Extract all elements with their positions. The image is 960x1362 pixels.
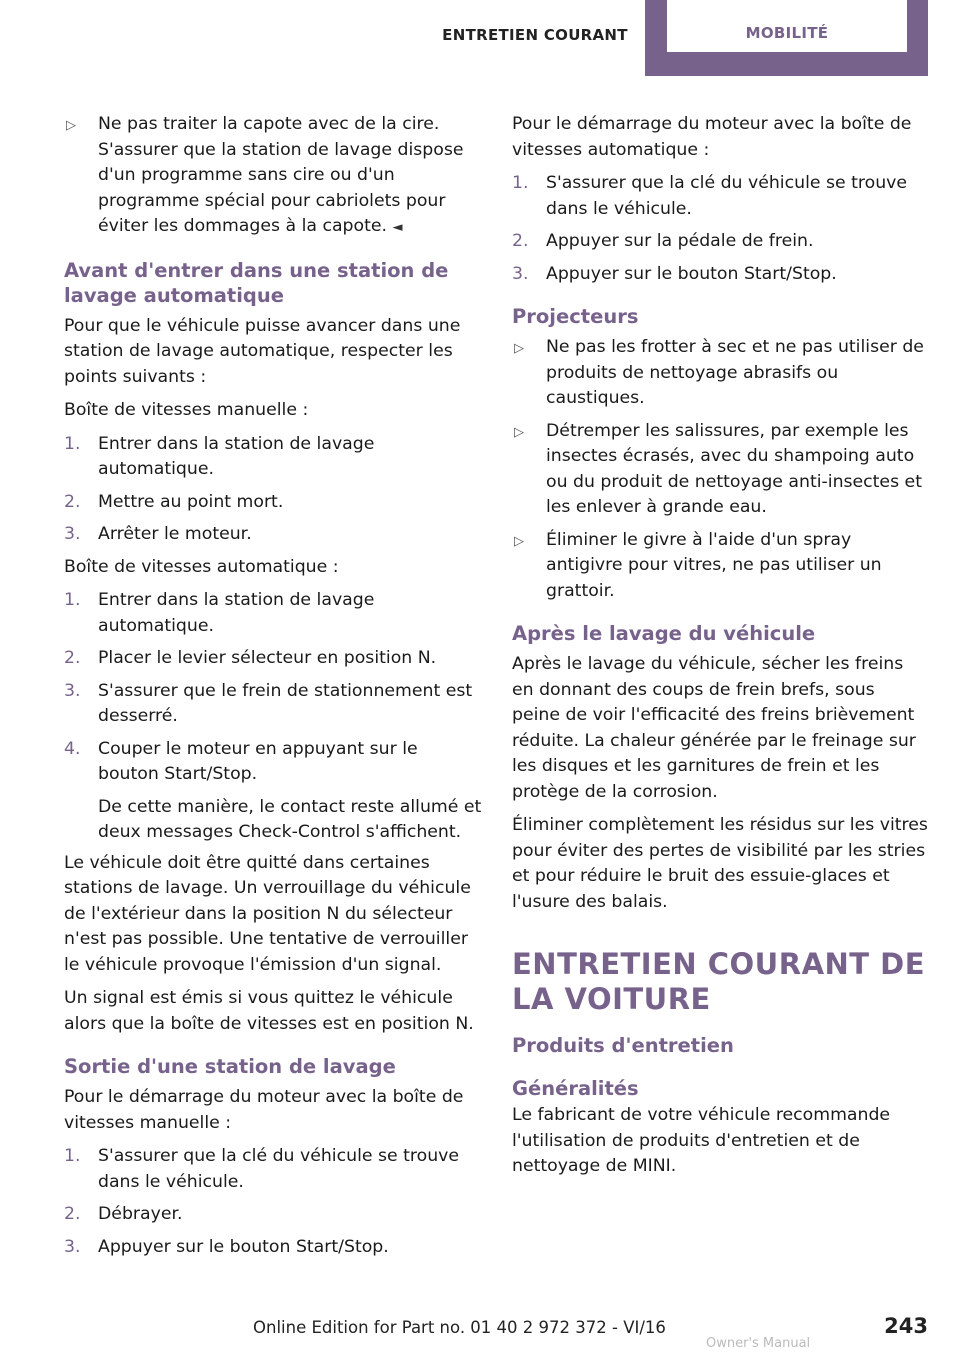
- right-column: [512, 112, 928, 1188]
- list-item: [64, 490, 482, 516]
- list-number: 1.: [64, 433, 81, 454]
- list-item: [64, 432, 482, 483]
- paragraph: Boîte de vitesses automatique :: [64, 556, 339, 577]
- list-item: [512, 262, 928, 288]
- list-text: Appuyer sur le bouton Start/Stop.: [98, 1236, 389, 1257]
- triangle-right-icon: ▷: [514, 424, 524, 440]
- header-tab: [645, 0, 928, 76]
- page-number: 243: [884, 1314, 928, 1338]
- list-text: S'assurer que le frein de stationnement est desserré.: [98, 680, 473, 726]
- header-tab-label: MOBILITÉ: [745, 24, 829, 42]
- heading-generalites: Généralités: [512, 1077, 639, 1100]
- paragraph: Pour le démarrage du moteur avec la boîte de vitesses manuelle :: [64, 1087, 464, 1133]
- list-item: [64, 1144, 482, 1195]
- list-item: [64, 646, 482, 672]
- list-number: 4.: [64, 738, 81, 759]
- bullet-text: Ne pas les frotter à sec et ne pas utiliser de produits de nettoyage abrasifs ou caustiques.: [546, 337, 924, 408]
- list-number: 3.: [64, 1236, 81, 1257]
- triangle-right-icon: ▷: [66, 118, 76, 133]
- list-text: S'assurer que la clé du véhicule se trouve dans le véhicule.: [546, 173, 908, 219]
- paragraph: Pour que le véhicule puisse avancer dans une station de lavage automatique, respecter les points suivants :: [64, 315, 461, 387]
- list-text: Débrayer.: [98, 1204, 183, 1224]
- paragraph: Le véhicule doit être quitté dans certaines stations de lavage. Un verrouillage du véhicule de l'extérieur dans la position N du sélecteur n'est pas possible. Une tentative de verrouiller le véhicule provoque l'émission d'un signal.: [64, 852, 471, 975]
- paragraph: Éliminer complètement les résidus sur les vitres pour éviter des pertes de visibilité par les stries et pour réduire le bruit des essuie-glaces et l'usure des balais.: [512, 815, 928, 912]
- list-text: S'assurer que la clé du véhicule se trouve dans le véhicule.: [98, 1146, 460, 1192]
- list-number: 3.: [512, 263, 529, 284]
- list-text: Appuyer sur la pédale de frein.: [546, 231, 814, 251]
- list-item: [512, 229, 928, 255]
- bullet-text: Éliminer le givre à l'aide d'un spray antigivre pour vitres, ne pas utiliser un grattoir.: [546, 529, 882, 601]
- list-text: Appuyer sur le bouton Start/Stop.: [546, 263, 837, 284]
- list-item: [512, 171, 928, 222]
- bullet-item: [512, 335, 928, 412]
- watermark: Owner's Manual: [706, 1336, 811, 1351]
- list-number: 1.: [512, 173, 529, 193]
- heading-apres: Après le lavage du véhicule: [512, 622, 816, 645]
- bullet-item: [512, 528, 928, 605]
- list-number: 2.: [64, 648, 81, 668]
- list-item: [64, 737, 482, 788]
- list-item: [64, 1202, 482, 1228]
- bullet-text: Détremper les salissures, par exemple les insectes écrasés, avec du shampoing auto ou du produit de nettoyage anti-insectes et les enlever à grande eau.: [546, 420, 922, 517]
- list-number: 3.: [64, 680, 81, 701]
- end-marker-icon: ◄: [392, 220, 403, 235]
- list-item: [64, 522, 482, 548]
- list-text: Placer le levier sélecteur en position N.: [98, 648, 437, 668]
- header-section-title: ENTRETIEN COURANT: [442, 26, 628, 44]
- header-tab-inner: [667, 0, 907, 52]
- list-item: [64, 679, 482, 730]
- list-item: [64, 588, 482, 639]
- triangle-right-icon: ▷: [514, 341, 524, 356]
- list-number: 3.: [64, 524, 81, 544]
- heading-avant: Avant d'entrer dans une station de lavage automatique: [64, 258, 449, 307]
- main-heading: ENTRETIEN COURANT DE LA VOITURE: [512, 947, 926, 1016]
- footer-edition: Online Edition for Part no. 01 40 2 972 372 - VI/16: [253, 1318, 666, 1337]
- heading-projecteurs: Projecteurs: [512, 305, 639, 328]
- list-text: Mettre au point mort.: [98, 491, 284, 512]
- list-text: Couper le moteur en appuyant sur le bouton Start/Stop.: [98, 738, 418, 784]
- list-number: 1.: [64, 590, 81, 610]
- list-text: Entrer dans la station de lavage automatique.: [98, 433, 375, 479]
- bullet-text: Ne pas traiter la capote avec de la cire. S'assurer que la station de lavage dispose d'un programme sans cire ou d'un programme spécial pour cabriolets pour éviter les dommages à la capote.: [98, 114, 464, 236]
- paragraph: Un signal est émis si vous quittez le véhicule alors que la boîte de vitesses est en position N.: [64, 988, 474, 1034]
- list-number: 2.: [512, 231, 529, 251]
- list-item: [64, 1235, 482, 1261]
- heading-produits: Produits d'entretien: [512, 1034, 734, 1057]
- paragraph: Après le lavage du véhicule, sécher les freins en donnant des coups de frein brefs, sous peine de voir l'efficacité des freins brièvement réduite. La chaleur générée par le freinage sur les disques et les garnitures de frein et les protège de la corrosion.: [512, 654, 916, 802]
- list-subparagraph: De cette manière, le contact reste allumé et deux messages Check-Control s'affichent.: [98, 796, 482, 842]
- list-number: 1.: [64, 1146, 81, 1166]
- list-number: 2.: [64, 491, 81, 512]
- bullet-item: [64, 112, 482, 241]
- paragraph: Boîte de vitesses manuelle :: [64, 400, 309, 420]
- heading-sortie: Sortie d'une station de lavage: [64, 1055, 396, 1078]
- list-number: 2.: [64, 1204, 81, 1224]
- list-text: Arrêter le moteur.: [98, 524, 252, 544]
- paragraph: Pour le démarrage du moteur avec la boîte de vitesses automatique :: [512, 114, 912, 160]
- paragraph: Le fabricant de votre véhicule recommande l'utilisation de produits d'entretien et de nettoyage de MINI.: [512, 1105, 891, 1176]
- list-text: Entrer dans la station de lavage automatique.: [98, 590, 375, 636]
- bullet-item: [512, 419, 928, 521]
- triangle-right-icon: ▷: [514, 533, 524, 549]
- left-column: [64, 112, 482, 1267]
